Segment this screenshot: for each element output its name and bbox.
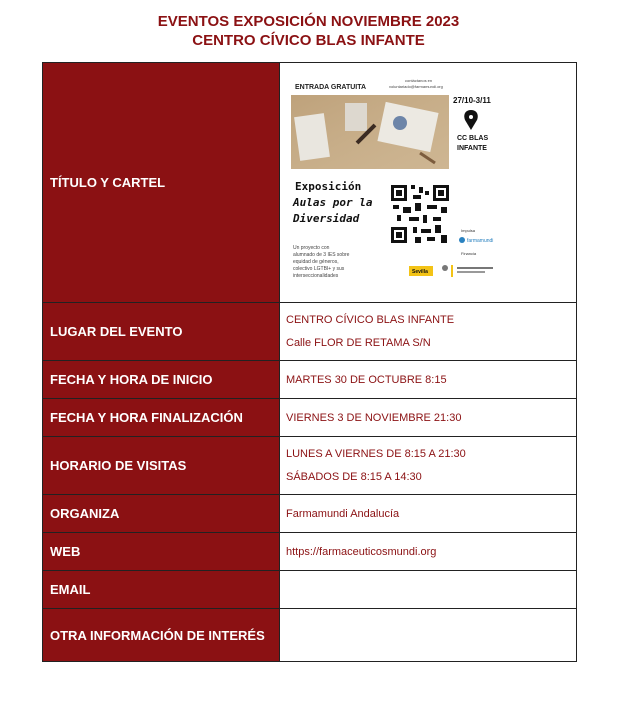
poster-venue-1: CC BLAS xyxy=(457,135,489,142)
row-label-hours: HORARIO DE VISITAS xyxy=(43,437,280,495)
row-label-title: TÍTULO Y CARTEL xyxy=(43,63,280,303)
poster-blurb-5: interseccionalidades xyxy=(293,273,339,279)
table-row xyxy=(43,361,577,399)
title-line-1: EVENTOS EXPOSICIÓN NOVIEMBRE 2023 xyxy=(157,13,460,30)
table-row xyxy=(43,303,577,361)
poster-financia: Financia xyxy=(461,251,477,256)
table-row xyxy=(43,63,577,303)
table-row xyxy=(43,571,577,609)
poster-blurb-1: Un proyecto con xyxy=(293,245,330,251)
row-value-hours xyxy=(280,437,577,495)
place-line-2: Calle FLOR DE RETAMA S/N xyxy=(286,337,431,349)
sponsor-logo-icon xyxy=(442,265,448,271)
row-label-end: FECHA Y HORA FINALIZACIÓN xyxy=(43,399,280,437)
table-row xyxy=(43,533,577,571)
place-line-1: CENTRO CÍVICO BLAS INFANTE xyxy=(286,314,455,326)
poster-cell xyxy=(280,63,577,303)
row-value-place xyxy=(280,303,577,361)
row-label-other: OTRA INFORMACIÓN DE INTERÉS xyxy=(43,609,280,662)
row-label-email: EMAIL xyxy=(43,571,280,609)
poster-contact-2: voluntariado@farmamundi.org xyxy=(389,84,443,89)
row-value-organizer: Farmamundi Andalucía xyxy=(280,495,577,533)
poster-impulsa-brand: farmamundi xyxy=(467,238,494,244)
poster-graphic xyxy=(285,63,505,289)
row-label-place: LUGAR DEL EVENTO xyxy=(43,303,280,361)
poster-sponsor-1: Sevilla xyxy=(412,269,428,275)
table-row xyxy=(43,609,577,662)
row-value-web: https://farmaceuticosmundi.org xyxy=(280,533,577,571)
hours-line-2: SÁBADOS DE 8:15 A 14:30 xyxy=(286,471,422,483)
poster-heading-3: Diversidad xyxy=(293,212,360,225)
row-value-start: MARTES 30 DE OCTUBRE 8:15 xyxy=(280,361,577,399)
poster-photo xyxy=(291,95,449,169)
poster-venue-2: INFANTE xyxy=(457,145,487,152)
poster-blurb-3: equidad de géneros, xyxy=(293,259,339,265)
poster-dates: 27/10-3/11 xyxy=(453,96,491,105)
poster-badge: ENTRADA GRATUITA xyxy=(295,84,367,91)
event-info-table xyxy=(42,62,577,662)
poster-contact-1: contáctanos en xyxy=(405,78,433,83)
row-value-email xyxy=(280,571,577,609)
farmamundi-logo-icon xyxy=(459,237,465,243)
row-label-organizer: ORGANIZA xyxy=(43,495,280,533)
poster-heading-2: Aulas por la xyxy=(293,196,373,209)
row-value-end: VIERNES 3 DE NOVIEMBRE 21:30 xyxy=(280,399,577,437)
table-row xyxy=(43,437,577,495)
row-value-other xyxy=(280,609,577,662)
qr-code-icon xyxy=(389,183,451,245)
hours-line-1: LUNES A VIERNES DE 8:15 A 21:30 xyxy=(286,448,466,460)
row-label-web: WEB xyxy=(43,533,280,571)
table-row xyxy=(43,399,577,437)
poster-blurb-4: colectivo LGTBI+ y sus xyxy=(293,266,345,272)
table-row xyxy=(43,495,577,533)
poster-heading-1: Exposición xyxy=(295,180,362,193)
row-label-start: FECHA Y HORA DE INICIO xyxy=(43,361,280,399)
event-poster xyxy=(285,63,505,289)
title-line-2: CENTRO CÍVICO BLAS INFANTE xyxy=(192,32,425,49)
page-title xyxy=(0,12,617,50)
poster-blurb-2: alumnado de 3 IES sobre xyxy=(293,252,350,258)
poster-impulsa: Impulsa xyxy=(461,228,476,233)
